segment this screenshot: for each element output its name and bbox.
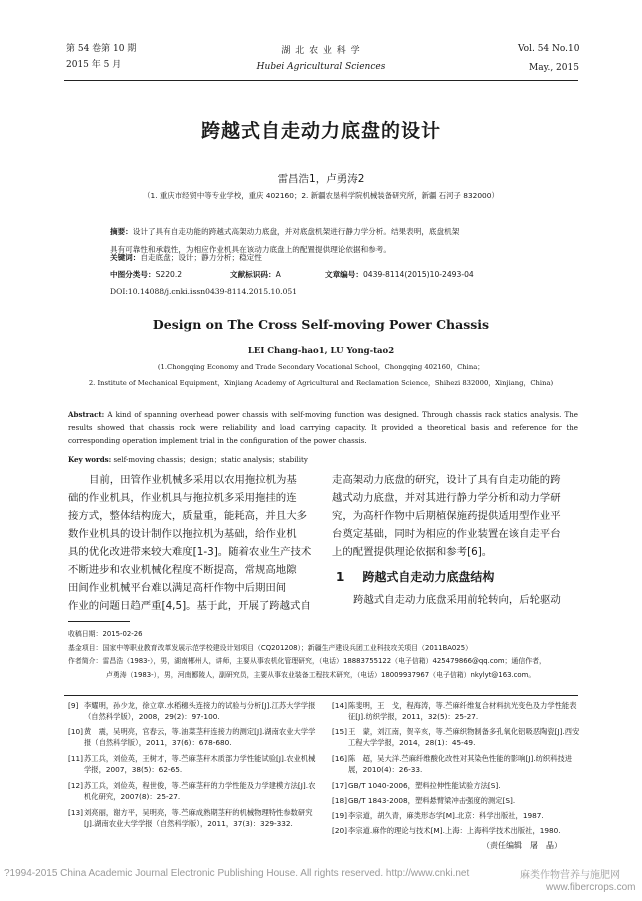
body-left-column <box>68 471 318 615</box>
article-title-cn: 跨越式自走动力底盘的设计 <box>200 120 441 142</box>
received-date: 收稿日期：2015-02-26 <box>68 630 143 638</box>
reference-item <box>332 754 580 776</box>
reference-number: [16] <box>332 754 347 763</box>
reference-text: 苏工兵，刘俭英，王树才，等.苎麻茎秆木质部力学性能试验[J].农业机械学报，2007，38(5)：62-65. <box>84 754 316 774</box>
classification-line <box>110 270 540 280</box>
volume-info-right: Vol. 54 No.10 <box>518 44 580 54</box>
abstract-en <box>68 408 578 447</box>
reference-item <box>332 781 580 792</box>
author-bio-1: 作者简介：雷昌浩（1983-），男，湖南郴州人，讲师，主要从事农机化管理研究，（电话）18883755122（电子信箱）425479866@qq.com；通信作者， <box>68 657 546 665</box>
reference-item <box>332 811 580 822</box>
abstract-en-text: A kind of spanning overhead power chassis with self-moving function was designed. Through chassis rack statics analysis. The results showed that chassis rock were reliability and load carrying capacity. It provided a theoretical basis and reference for the corresponding operation implement trial in the configuration of the power chassis. <box>68 410 578 445</box>
issue-volume: 第 54 卷第 10 期 <box>66 44 137 54</box>
journal-name-cn: 湖 北 农 业 科 学 <box>281 46 361 56</box>
keywords-en-label: Key words: <box>68 455 112 464</box>
abstract-cn-line1: 设计了具有自走功能的跨越式高架动力底盘，并对底盘机架进行静力学分析。结果表明，底盘机架 <box>132 227 460 236</box>
reference-item <box>68 754 316 776</box>
affiliation-cn: （1. 重庆市经贸中等专业学校，重庆 402160；2. 新疆农垦科学院机械装备研究所，新疆 石河子 832000） <box>143 191 499 200</box>
journal-name-en: Hubei Agricultural Sciences <box>256 62 386 72</box>
reference-item <box>68 727 316 749</box>
body-left-line: 础的作业机具，作业机具与拖拉机多采用拖挂的连 <box>68 492 297 504</box>
reference-text: 李耀明，孙少龙，徐立章.水稻穗头连接力的试验与分析[J].江苏大学学报（自然科学版），2008，29(2)：97-100. <box>84 701 316 721</box>
authors-cn: 雷昌浩1，卢勇涛2 <box>277 173 365 185</box>
abstract-cn-label: 摘要： <box>110 227 133 236</box>
abstract-cn-line2: 具有可靠性和承载性，为相应作业机具在该动力底盘上的配置提供理论依据和参考。 <box>110 245 391 254</box>
reference-item <box>68 701 316 723</box>
body-left-line: 目前，田管作业机械多采用以农用拖拉机为基 <box>89 474 297 486</box>
reference-text: 李宗道.麻作的理论与技术[M].上海：上海科学技术出版社，1980. <box>348 826 561 835</box>
body-right-line: 走高架动力底盘的研究，设计了具有自走功能的跨 <box>332 474 561 486</box>
reference-text: 苏工兵，刘俭英，程世俊，等.苎麻茎秆的力学性能及力学建模方法[J].农机化研究，2007(8)：25-27. <box>84 781 316 801</box>
reference-item <box>68 808 316 830</box>
reference-text: GB/T 1040-2006，塑料拉伸性能试验方法[S]. <box>348 781 501 790</box>
date-info-right: May., 2015 <box>529 63 579 73</box>
doi: DOI:10.14088/j.cnki.issn0439-8114.2015.10.051 <box>110 287 298 296</box>
body-left-line: 接方式，整体结构庞大，质量重，能耗高，并且大多 <box>68 510 307 522</box>
body-right-line: 越式动力底盘，并对其进行静力学分析和动力学研 <box>332 492 561 504</box>
responsible-editor: （责任编辑 屠 晶） <box>482 841 562 850</box>
reference-text: 陈 超，吴大洋.苎麻纤维酸化改性对其染色性能的影响[J].纺织科技进展，2010(4)：26-33. <box>348 754 573 774</box>
issue-date: 2015 年 5 月 <box>66 60 122 70</box>
section-1-heading <box>336 568 494 585</box>
body-left-line: 作业的问题日趋严重[4,5]。基于此，开展了跨越式自 <box>68 600 311 612</box>
article-title-en: Design on The Cross Self-moving Power Chassis <box>152 317 490 332</box>
body-right-line: 台奠定基础，同时为相应的作业装置在该自走平台 <box>332 528 561 540</box>
copyright-line: ?1994-2015 China Academic Journal Electronic Publishing House. All rights reserved. http://www.cnki.net <box>4 868 470 879</box>
keywords-en <box>68 455 308 465</box>
affiliation-en-line2: 2. Institute of Mechanical Equipment，Xinjiang Academy of Agricultural and Reclamation Science，Shihezi 832000，Xinjiang，China) <box>88 379 554 387</box>
body-right-line: 究，为高杆作物中后期植保施药提供适用型作业平 <box>332 510 561 522</box>
watermark-url: www.fibercrops.com <box>546 882 636 893</box>
header-rule <box>64 80 578 81</box>
reference-number: [15] <box>332 727 347 736</box>
reference-text: 刘亮丽，谢方平，吴明亮，等.苎麻成熟期茎秆的机械物理特性参数研究[J].湖南农业大学学报（自然科学版），2011，37(3)：329-332. <box>84 808 313 828</box>
reference-number: [10] <box>68 727 83 736</box>
body-right-line: 上的配置提供理论依据和参考[6]。 <box>332 546 493 558</box>
reference-number: [20] <box>332 826 347 835</box>
keywords-cn-label: 关键词： <box>110 253 141 262</box>
abstract-en-label: Abstract: <box>68 410 105 419</box>
section-1-number: 1 <box>336 570 345 584</box>
reference-text: 黄 震，吴明亮，官春云，等.油菜茎秆连接力的测定[J].湖南农业大学学报（自然科学版），2011，37(6)：678-680. <box>84 727 316 747</box>
author-bio-2: 卢勇涛（1983-），男，河南郾陵人，副研究员，主要从事农业装备工程技术研究，（电话）18009937967（电子信箱）nkylyt@163.com。 <box>106 670 536 679</box>
keywords-en-text: self-moving chassis；design；static analysis；stability <box>113 455 308 464</box>
keywords-cn-text: 自走底盘；设计；静力分析；稳定性 <box>140 253 262 262</box>
reference-item <box>332 826 580 837</box>
section-1-title: 跨越式自走动力底盘结构 <box>362 570 495 584</box>
reference-number: [18] <box>332 796 347 805</box>
reference-text: 王 蒙，刘江南，贺辛亥，等.苎麻织物制备多孔氧化铝吸恶陶瓷[J].西安工程大学学报，2014，28(1)：45-49. <box>348 727 580 747</box>
fund-info: 基金项目：国家中等职业教育改革发展示范学校建设计划项目（CQ201208）；新疆生产建设兵团工业科技攻关项目（2011BA025） <box>68 643 472 652</box>
reference-text: 李宗道，胡久青，麻类形态学[M].北京：科学出版社，1987. <box>348 811 544 820</box>
reference-number: [19] <box>332 811 347 820</box>
watermark-cn: 麻类作物营养与施肥网 <box>520 870 620 881</box>
reference-text: 陈斐明，王 戈，程海涛，等.苎麻纤维复合材料抗光变色及力学性能表征[J].纺织学报，2011，32(5)：25-27. <box>348 701 577 721</box>
reference-number: [9] <box>68 701 79 710</box>
reference-number: [11] <box>68 754 83 763</box>
doc-code-value: A <box>275 270 281 279</box>
affiliation-en-line1: (1.Chongqing Economy and Trade Secondary Vocational School，Chongqing 402160，China； <box>157 363 485 371</box>
body-left-line: 数作业机具的设计制作以拖拉机为基础，给作业机 <box>68 528 297 540</box>
body-left-line: 不断进步和农业机械化程度不断提高，常规高地隙 <box>68 564 297 576</box>
keywords-cn <box>110 253 262 263</box>
body-left-line: 田间作业机械平台难以满足高杆作物中后期田间 <box>68 582 287 594</box>
article-no-value: 0439-8114(2015)10-2493-04 <box>362 270 474 279</box>
article-no-label: 文章编号： <box>325 270 363 279</box>
footnote-block <box>68 628 546 682</box>
reference-number: [17] <box>332 781 347 790</box>
section-1-first-line: 跨越式自走动力底盘采用前轮转向，后轮驱动 <box>353 594 561 606</box>
reference-item <box>68 781 316 803</box>
reference-number: [14] <box>332 701 347 710</box>
reference-number: [12] <box>68 781 83 790</box>
reference-text: GB/T 1843-2008，塑料悬臂梁冲击强度的测定[S]. <box>348 796 516 805</box>
reference-item <box>332 727 580 749</box>
authors-en: LEI Chang-hao1, LU Yong-tao2 <box>247 346 395 356</box>
body-left-line: 具的优化改进带来较大难度[1-3]。随着农业生产技术 <box>68 546 312 558</box>
clc-value: S220.2 <box>155 270 183 279</box>
section-divider-rule <box>64 695 578 696</box>
reference-number: [13] <box>68 808 83 817</box>
body-right-column <box>332 471 582 561</box>
doc-code-label: 文献标识码： <box>230 270 276 279</box>
footnote-rule <box>68 621 130 622</box>
reference-item <box>332 796 580 807</box>
reference-item <box>332 701 580 723</box>
clc-label: 中图分类号： <box>110 270 156 279</box>
